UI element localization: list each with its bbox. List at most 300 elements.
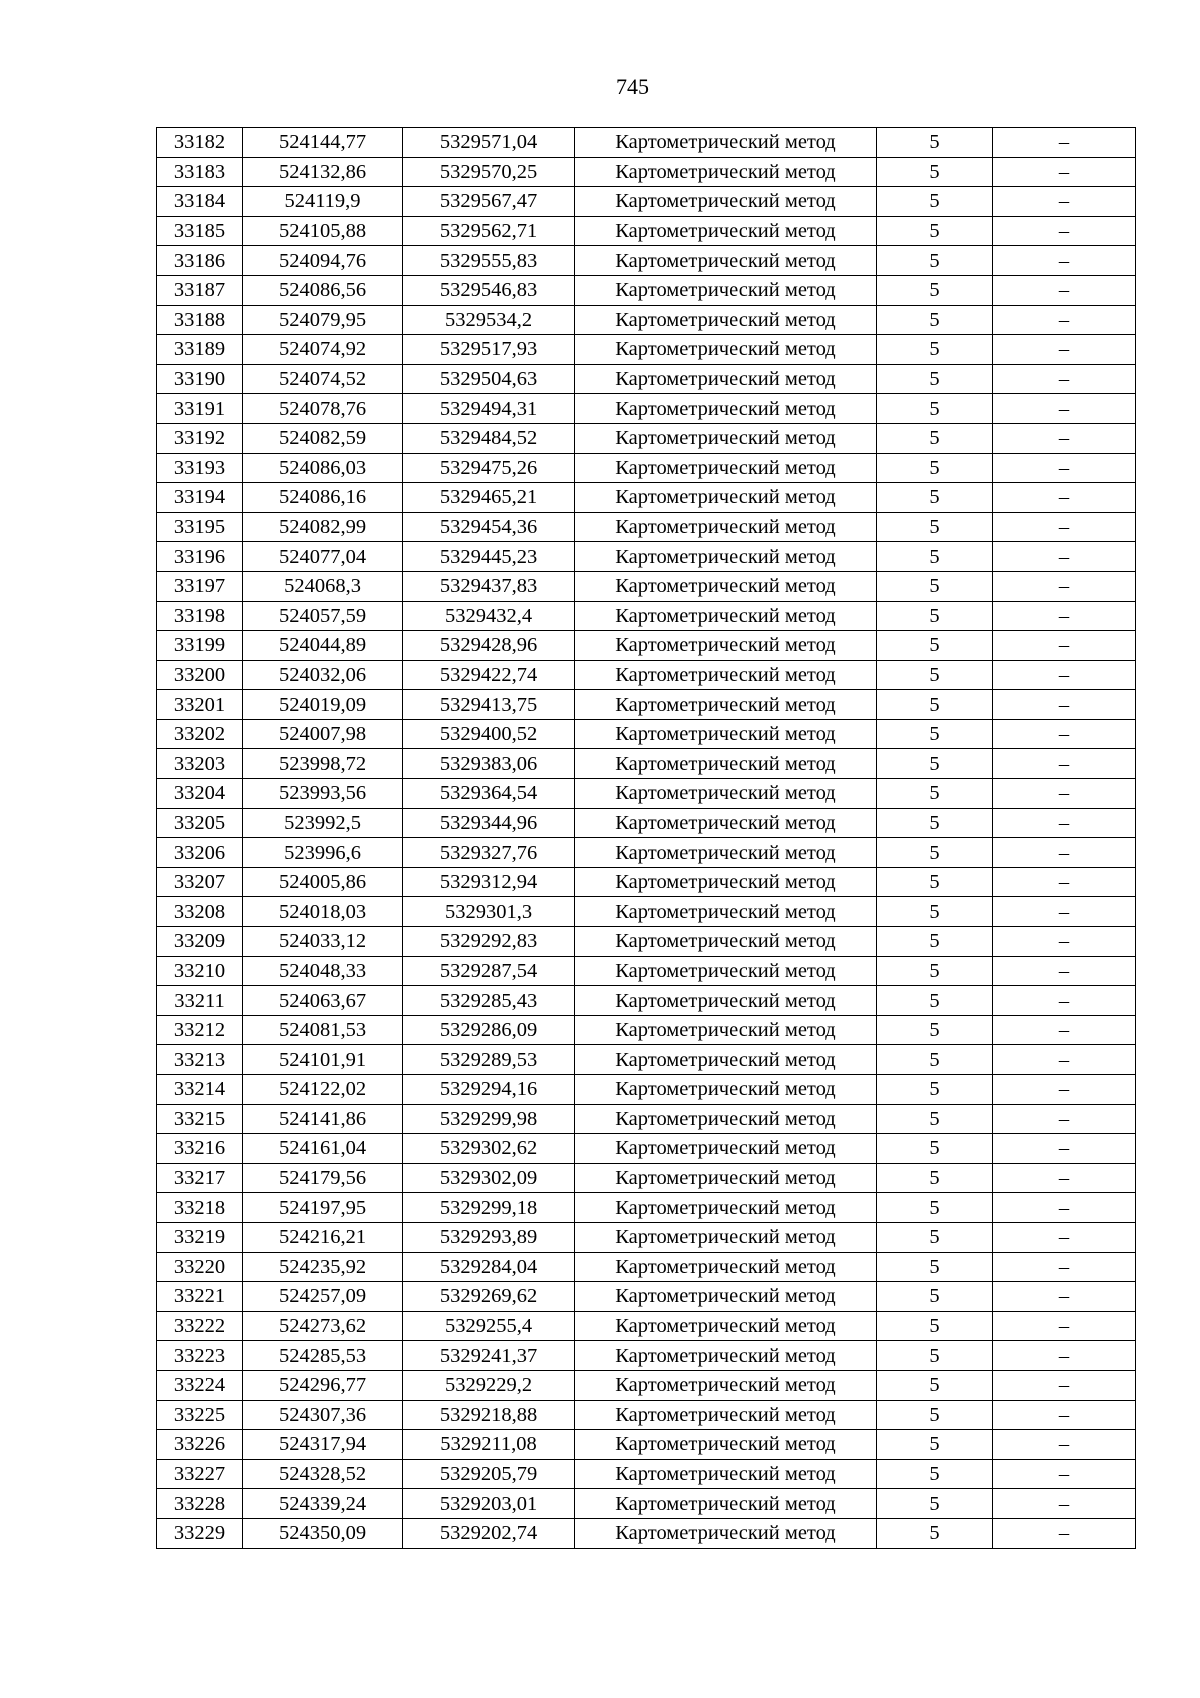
table-row <box>157 483 1136 513</box>
x-coordinate-cell: 524048,33 <box>243 956 403 986</box>
y-coordinate-cell: 5329437,83 <box>403 571 575 601</box>
x-coordinate-cell: 524018,03 <box>243 897 403 927</box>
point-number-cell: 33195 <box>157 512 243 542</box>
x-coordinate-cell: 524144,77 <box>243 128 403 158</box>
method-cell: Картометрический метод <box>575 897 877 927</box>
accuracy-cell: 5 <box>877 749 993 779</box>
method-cell: Картометрический метод <box>575 335 877 365</box>
x-coordinate-cell: 524063,67 <box>243 986 403 1016</box>
point-number-cell: 33209 <box>157 927 243 957</box>
point-number-cell: 33188 <box>157 305 243 335</box>
point-number-cell: 33218 <box>157 1193 243 1223</box>
y-coordinate-cell: 5329454,36 <box>403 512 575 542</box>
accuracy-cell: 5 <box>877 601 993 631</box>
description-cell: – <box>993 1193 1136 1223</box>
x-coordinate-cell: 524216,21 <box>243 1222 403 1252</box>
method-cell: Картометрический метод <box>575 927 877 957</box>
table-row <box>157 1282 1136 1312</box>
method-cell: Картометрический метод <box>575 1104 877 1134</box>
accuracy-cell: 5 <box>877 394 993 424</box>
x-coordinate-cell: 524074,92 <box>243 335 403 365</box>
description-cell: – <box>993 986 1136 1016</box>
y-coordinate-cell: 5329302,62 <box>403 1134 575 1164</box>
accuracy-cell: 5 <box>877 157 993 187</box>
description-cell: – <box>993 1045 1136 1075</box>
x-coordinate-cell: 524339,24 <box>243 1489 403 1519</box>
x-coordinate-cell: 524285,53 <box>243 1341 403 1371</box>
y-coordinate-cell: 5329475,26 <box>403 453 575 483</box>
x-coordinate-cell: 524086,03 <box>243 453 403 483</box>
y-coordinate-cell: 5329287,54 <box>403 956 575 986</box>
method-cell: Картометрический метод <box>575 1163 877 1193</box>
x-coordinate-cell: 524077,04 <box>243 542 403 572</box>
y-coordinate-cell: 5329255,4 <box>403 1311 575 1341</box>
point-number-cell: 33211 <box>157 986 243 1016</box>
description-cell: – <box>993 749 1136 779</box>
point-number-cell: 33225 <box>157 1400 243 1430</box>
point-number-cell: 33197 <box>157 571 243 601</box>
point-number-cell: 33202 <box>157 719 243 749</box>
description-cell: – <box>993 1222 1136 1252</box>
table-row <box>157 1430 1136 1460</box>
method-cell: Картометрический метод <box>575 246 877 276</box>
description-cell: – <box>993 128 1136 158</box>
accuracy-cell: 5 <box>877 216 993 246</box>
y-coordinate-cell: 5329413,75 <box>403 690 575 720</box>
method-cell: Картометрический метод <box>575 1134 877 1164</box>
description-cell: – <box>993 305 1136 335</box>
accuracy-cell: 5 <box>877 779 993 809</box>
table-row <box>157 956 1136 986</box>
description-cell: – <box>993 1104 1136 1134</box>
y-coordinate-cell: 5329445,23 <box>403 542 575 572</box>
table-row <box>157 128 1136 158</box>
table-row <box>157 1163 1136 1193</box>
point-number-cell: 33185 <box>157 216 243 246</box>
description-cell: – <box>993 1489 1136 1519</box>
accuracy-cell: 5 <box>877 305 993 335</box>
accuracy-cell: 5 <box>877 1370 993 1400</box>
description-cell: – <box>993 1430 1136 1460</box>
table-row <box>157 157 1136 187</box>
method-cell: Картометрический метод <box>575 838 877 868</box>
method-cell: Картометрический метод <box>575 1518 877 1548</box>
method-cell: Картометрический метод <box>575 986 877 1016</box>
description-cell: – <box>993 660 1136 690</box>
y-coordinate-cell: 5329284,04 <box>403 1252 575 1282</box>
method-cell: Картометрический метод <box>575 187 877 217</box>
point-number-cell: 33207 <box>157 867 243 897</box>
table-row <box>157 1370 1136 1400</box>
table-row <box>157 1518 1136 1548</box>
table-row <box>157 423 1136 453</box>
y-coordinate-cell: 5329422,74 <box>403 660 575 690</box>
x-coordinate-cell: 523992,5 <box>243 808 403 838</box>
method-cell: Картометрический метод <box>575 956 877 986</box>
accuracy-cell: 5 <box>877 1518 993 1548</box>
x-coordinate-cell: 524081,53 <box>243 1015 403 1045</box>
point-number-cell: 33200 <box>157 660 243 690</box>
description-cell: – <box>993 838 1136 868</box>
accuracy-cell: 5 <box>877 986 993 1016</box>
table-row <box>157 364 1136 394</box>
x-coordinate-cell: 524005,86 <box>243 867 403 897</box>
description-cell: – <box>993 275 1136 305</box>
y-coordinate-cell: 5329484,52 <box>403 423 575 453</box>
accuracy-cell: 5 <box>877 631 993 661</box>
method-cell: Картометрический метод <box>575 394 877 424</box>
table-row <box>157 749 1136 779</box>
point-number-cell: 33206 <box>157 838 243 868</box>
method-cell: Картометрический метод <box>575 1282 877 1312</box>
table-row <box>157 660 1136 690</box>
description-cell: – <box>993 216 1136 246</box>
method-cell: Картометрический метод <box>575 1222 877 1252</box>
y-coordinate-cell: 5329292,83 <box>403 927 575 957</box>
point-number-cell: 33224 <box>157 1370 243 1400</box>
description-cell: – <box>993 187 1136 217</box>
method-cell: Картометрический метод <box>575 1459 877 1489</box>
table-row <box>157 453 1136 483</box>
table-row <box>157 512 1136 542</box>
point-number-cell: 33191 <box>157 394 243 424</box>
y-coordinate-cell: 5329299,98 <box>403 1104 575 1134</box>
description-cell: – <box>993 867 1136 897</box>
x-coordinate-cell: 524317,94 <box>243 1430 403 1460</box>
accuracy-cell: 5 <box>877 571 993 601</box>
point-number-cell: 33203 <box>157 749 243 779</box>
accuracy-cell: 5 <box>877 719 993 749</box>
x-coordinate-cell: 524086,56 <box>243 275 403 305</box>
y-coordinate-cell: 5329269,62 <box>403 1282 575 1312</box>
method-cell: Картометрический метод <box>575 779 877 809</box>
accuracy-cell: 5 <box>877 1252 993 1282</box>
x-coordinate-cell: 524328,52 <box>243 1459 403 1489</box>
accuracy-cell: 5 <box>877 897 993 927</box>
description-cell: – <box>993 1282 1136 1312</box>
table-row <box>157 1489 1136 1519</box>
accuracy-cell: 5 <box>877 1222 993 1252</box>
accuracy-cell: 5 <box>877 453 993 483</box>
x-coordinate-cell: 523993,56 <box>243 779 403 809</box>
method-cell: Картометрический метод <box>575 512 877 542</box>
description-cell: – <box>993 571 1136 601</box>
point-number-cell: 33212 <box>157 1015 243 1045</box>
point-number-cell: 33192 <box>157 423 243 453</box>
accuracy-cell: 5 <box>877 335 993 365</box>
x-coordinate-cell: 524082,99 <box>243 512 403 542</box>
x-coordinate-cell: 524078,76 <box>243 394 403 424</box>
description-cell: – <box>993 483 1136 513</box>
accuracy-cell: 5 <box>877 1430 993 1460</box>
y-coordinate-cell: 5329299,18 <box>403 1193 575 1223</box>
description-cell: – <box>993 423 1136 453</box>
description-cell: – <box>993 1163 1136 1193</box>
x-coordinate-cell: 524296,77 <box>243 1370 403 1400</box>
point-number-cell: 33214 <box>157 1075 243 1105</box>
description-cell: – <box>993 719 1136 749</box>
accuracy-cell: 5 <box>877 128 993 158</box>
y-coordinate-cell: 5329534,2 <box>403 305 575 335</box>
x-coordinate-cell: 523998,72 <box>243 749 403 779</box>
table-row <box>157 1104 1136 1134</box>
point-number-cell: 33222 <box>157 1311 243 1341</box>
accuracy-cell: 5 <box>877 1134 993 1164</box>
x-coordinate-cell: 524044,89 <box>243 631 403 661</box>
table-row <box>157 571 1136 601</box>
point-number-cell: 33208 <box>157 897 243 927</box>
method-cell: Картометрический метод <box>575 719 877 749</box>
point-number-cell: 33226 <box>157 1430 243 1460</box>
method-cell: Картометрический метод <box>575 867 877 897</box>
point-number-cell: 33184 <box>157 187 243 217</box>
point-number-cell: 33194 <box>157 483 243 513</box>
method-cell: Картометрический метод <box>575 1311 877 1341</box>
accuracy-cell: 5 <box>877 808 993 838</box>
method-cell: Картометрический метод <box>575 1489 877 1519</box>
description-cell: – <box>993 1459 1136 1489</box>
method-cell: Картометрический метод <box>575 423 877 453</box>
x-coordinate-cell: 524068,3 <box>243 571 403 601</box>
table-row <box>157 631 1136 661</box>
method-cell: Картометрический метод <box>575 157 877 187</box>
table-row <box>157 1252 1136 1282</box>
method-cell: Картометрический метод <box>575 1193 877 1223</box>
y-coordinate-cell: 5329285,43 <box>403 986 575 1016</box>
x-coordinate-cell: 524105,88 <box>243 216 403 246</box>
accuracy-cell: 5 <box>877 1282 993 1312</box>
accuracy-cell: 5 <box>877 1015 993 1045</box>
accuracy-cell: 5 <box>877 542 993 572</box>
description-cell: – <box>993 1252 1136 1282</box>
table-row <box>157 216 1136 246</box>
y-coordinate-cell: 5329202,74 <box>403 1518 575 1548</box>
x-coordinate-cell: 523996,6 <box>243 838 403 868</box>
y-coordinate-cell: 5329400,52 <box>403 719 575 749</box>
table-row <box>157 335 1136 365</box>
method-cell: Картометрический метод <box>575 631 877 661</box>
method-cell: Картометрический метод <box>575 1400 877 1430</box>
description-cell: – <box>993 1400 1136 1430</box>
table-row <box>157 1400 1136 1430</box>
description-cell: – <box>993 1134 1136 1164</box>
description-cell: – <box>993 690 1136 720</box>
x-coordinate-cell: 524032,06 <box>243 660 403 690</box>
coordinates-table-body <box>157 128 1136 1549</box>
point-number-cell: 33201 <box>157 690 243 720</box>
table-row <box>157 808 1136 838</box>
description-cell: – <box>993 779 1136 809</box>
point-number-cell: 33221 <box>157 1282 243 1312</box>
y-coordinate-cell: 5329517,93 <box>403 335 575 365</box>
y-coordinate-cell: 5329301,3 <box>403 897 575 927</box>
method-cell: Картометрический метод <box>575 128 877 158</box>
table-row <box>157 1134 1136 1164</box>
description-cell: – <box>993 927 1136 957</box>
x-coordinate-cell: 524273,62 <box>243 1311 403 1341</box>
point-number-cell: 33204 <box>157 779 243 809</box>
point-number-cell: 33210 <box>157 956 243 986</box>
point-number-cell: 33227 <box>157 1459 243 1489</box>
y-coordinate-cell: 5329562,71 <box>403 216 575 246</box>
table-row <box>157 779 1136 809</box>
accuracy-cell: 5 <box>877 1045 993 1075</box>
description-cell: – <box>993 1518 1136 1548</box>
accuracy-cell: 5 <box>877 246 993 276</box>
method-cell: Картометрический метод <box>575 453 877 483</box>
method-cell: Картометрический метод <box>575 571 877 601</box>
table-row <box>157 1193 1136 1223</box>
y-coordinate-cell: 5329504,63 <box>403 364 575 394</box>
y-coordinate-cell: 5329205,79 <box>403 1459 575 1489</box>
method-cell: Картометрический метод <box>575 1075 877 1105</box>
method-cell: Картометрический метод <box>575 749 877 779</box>
point-number-cell: 33190 <box>157 364 243 394</box>
accuracy-cell: 5 <box>877 512 993 542</box>
y-coordinate-cell: 5329383,06 <box>403 749 575 779</box>
method-cell: Картометрический метод <box>575 1045 877 1075</box>
y-coordinate-cell: 5329465,21 <box>403 483 575 513</box>
point-number-cell: 33215 <box>157 1104 243 1134</box>
y-coordinate-cell: 5329218,88 <box>403 1400 575 1430</box>
y-coordinate-cell: 5329432,4 <box>403 601 575 631</box>
x-coordinate-cell: 524082,59 <box>243 423 403 453</box>
description-cell: – <box>993 512 1136 542</box>
method-cell: Картометрический метод <box>575 601 877 631</box>
accuracy-cell: 5 <box>877 1311 993 1341</box>
description-cell: – <box>993 897 1136 927</box>
table-row <box>157 1459 1136 1489</box>
accuracy-cell: 5 <box>877 423 993 453</box>
x-coordinate-cell: 524094,76 <box>243 246 403 276</box>
point-number-cell: 33216 <box>157 1134 243 1164</box>
x-coordinate-cell: 524101,91 <box>243 1045 403 1075</box>
table-row <box>157 394 1136 424</box>
y-coordinate-cell: 5329241,37 <box>403 1341 575 1371</box>
table-row <box>157 838 1136 868</box>
x-coordinate-cell: 524019,09 <box>243 690 403 720</box>
y-coordinate-cell: 5329546,83 <box>403 275 575 305</box>
table-row <box>157 1075 1136 1105</box>
method-cell: Картометрический метод <box>575 1430 877 1460</box>
x-coordinate-cell: 524132,86 <box>243 157 403 187</box>
x-coordinate-cell: 524074,52 <box>243 364 403 394</box>
x-coordinate-cell: 524179,56 <box>243 1163 403 1193</box>
x-coordinate-cell: 524141,86 <box>243 1104 403 1134</box>
description-cell: – <box>993 956 1136 986</box>
accuracy-cell: 5 <box>877 1341 993 1371</box>
accuracy-cell: 5 <box>877 956 993 986</box>
method-cell: Картометрический метод <box>575 542 877 572</box>
accuracy-cell: 5 <box>877 1459 993 1489</box>
y-coordinate-cell: 5329293,89 <box>403 1222 575 1252</box>
x-coordinate-cell: 524122,02 <box>243 1075 403 1105</box>
accuracy-cell: 5 <box>877 927 993 957</box>
x-coordinate-cell: 524197,95 <box>243 1193 403 1223</box>
table-row <box>157 187 1136 217</box>
description-cell: – <box>993 394 1136 424</box>
accuracy-cell: 5 <box>877 1193 993 1223</box>
table-row <box>157 867 1136 897</box>
y-coordinate-cell: 5329294,16 <box>403 1075 575 1105</box>
table-row <box>157 601 1136 631</box>
method-cell: Картометрический метод <box>575 1370 877 1400</box>
y-coordinate-cell: 5329289,53 <box>403 1045 575 1075</box>
description-cell: – <box>993 601 1136 631</box>
x-coordinate-cell: 524161,04 <box>243 1134 403 1164</box>
accuracy-cell: 5 <box>877 660 993 690</box>
accuracy-cell: 5 <box>877 1104 993 1134</box>
method-cell: Картометрический метод <box>575 275 877 305</box>
accuracy-cell: 5 <box>877 838 993 868</box>
point-number-cell: 33229 <box>157 1518 243 1548</box>
description-cell: – <box>993 1311 1136 1341</box>
description-cell: – <box>993 1015 1136 1045</box>
x-coordinate-cell: 524350,09 <box>243 1518 403 1548</box>
method-cell: Картометрический метод <box>575 690 877 720</box>
description-cell: – <box>993 1075 1136 1105</box>
accuracy-cell: 5 <box>877 1163 993 1193</box>
accuracy-cell: 5 <box>877 483 993 513</box>
y-coordinate-cell: 5329286,09 <box>403 1015 575 1045</box>
table-row <box>157 927 1136 957</box>
point-number-cell: 33183 <box>157 157 243 187</box>
y-coordinate-cell: 5329567,47 <box>403 187 575 217</box>
method-cell: Картометрический метод <box>575 1252 877 1282</box>
x-coordinate-cell: 524307,36 <box>243 1400 403 1430</box>
point-number-cell: 33182 <box>157 128 243 158</box>
y-coordinate-cell: 5329344,96 <box>403 808 575 838</box>
accuracy-cell: 5 <box>877 275 993 305</box>
point-number-cell: 33219 <box>157 1222 243 1252</box>
coordinates-table <box>156 127 1136 1549</box>
table-row <box>157 1341 1136 1371</box>
y-coordinate-cell: 5329555,83 <box>403 246 575 276</box>
x-coordinate-cell: 524257,09 <box>243 1282 403 1312</box>
accuracy-cell: 5 <box>877 867 993 897</box>
point-number-cell: 33228 <box>157 1489 243 1519</box>
table-row <box>157 275 1136 305</box>
method-cell: Картометрический метод <box>575 660 877 690</box>
y-coordinate-cell: 5329571,04 <box>403 128 575 158</box>
method-cell: Картометрический метод <box>575 305 877 335</box>
x-coordinate-cell: 524033,12 <box>243 927 403 957</box>
point-number-cell: 33196 <box>157 542 243 572</box>
accuracy-cell: 5 <box>877 1075 993 1105</box>
description-cell: – <box>993 808 1136 838</box>
point-number-cell: 33186 <box>157 246 243 276</box>
accuracy-cell: 5 <box>877 690 993 720</box>
y-coordinate-cell: 5329229,2 <box>403 1370 575 1400</box>
page-number: 745 <box>616 74 649 99</box>
y-coordinate-cell: 5329428,96 <box>403 631 575 661</box>
description-cell: – <box>993 335 1136 365</box>
y-coordinate-cell: 5329302,09 <box>403 1163 575 1193</box>
table-row <box>157 1045 1136 1075</box>
table-row <box>157 897 1136 927</box>
description-cell: – <box>993 1341 1136 1371</box>
table-row <box>157 986 1136 1016</box>
table-row <box>157 1222 1136 1252</box>
point-number-cell: 33187 <box>157 275 243 305</box>
method-cell: Картометрический метод <box>575 364 877 394</box>
point-number-cell: 33220 <box>157 1252 243 1282</box>
table-row <box>157 542 1136 572</box>
y-coordinate-cell: 5329327,76 <box>403 838 575 868</box>
accuracy-cell: 5 <box>877 187 993 217</box>
point-number-cell: 33217 <box>157 1163 243 1193</box>
point-number-cell: 33205 <box>157 808 243 838</box>
